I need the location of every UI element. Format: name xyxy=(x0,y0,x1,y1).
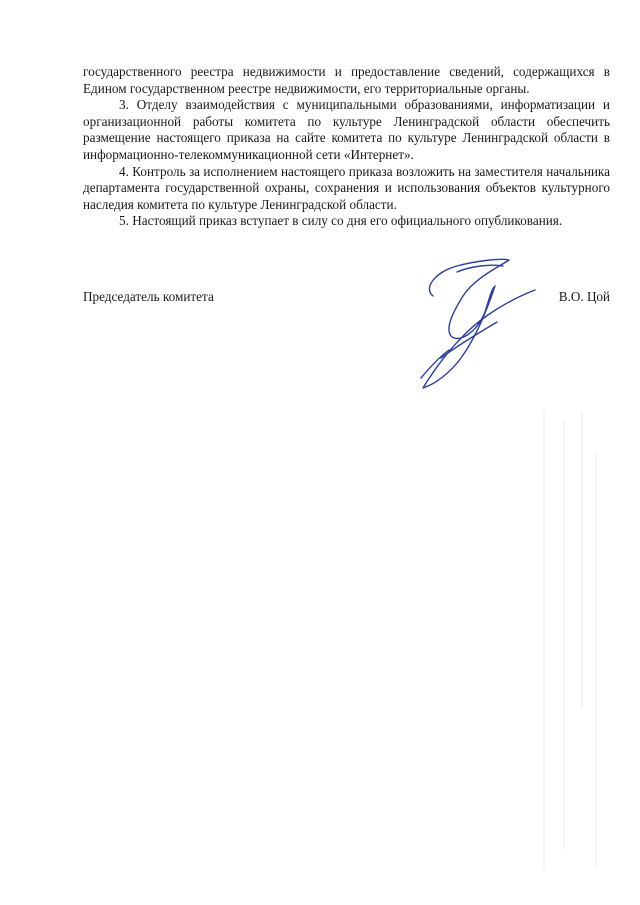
handwritten-signature xyxy=(405,250,550,390)
paragraph-item-4: 4. Контроль за исполнением настоящего приказа возложить на заместителя начальника департамента государственной охраны, сохранения и использования объектов культурного наследия комитета по культуре Ленинградской области. xyxy=(83,163,610,212)
paragraph-item-5: 5. Настоящий приказ вступает в силу со дня его официального опубликования. xyxy=(119,213,563,229)
paragraph-item-3: 3. Отделу взаимодействия с муниципальными образованиями, информатизации и организационной работы комитета по культуре Ленинградской области обеспечить размещение настоящего приказа на сайте комитета по культуре Ленинградской области в информационно-телекоммуникационной сети «Интернет». xyxy=(83,97,610,162)
scan-edge-marks xyxy=(530,410,610,870)
paragraph-continuation: государственного реестра недвижимости и предоставление сведений, содержащихся в Едином государственном реестре недвижимости, его территориальные органы. xyxy=(83,64,610,96)
signatory-title: Председатель комитета xyxy=(83,289,214,304)
document-body xyxy=(83,64,610,230)
signatory-name: В.О. Цой xyxy=(558,289,610,304)
